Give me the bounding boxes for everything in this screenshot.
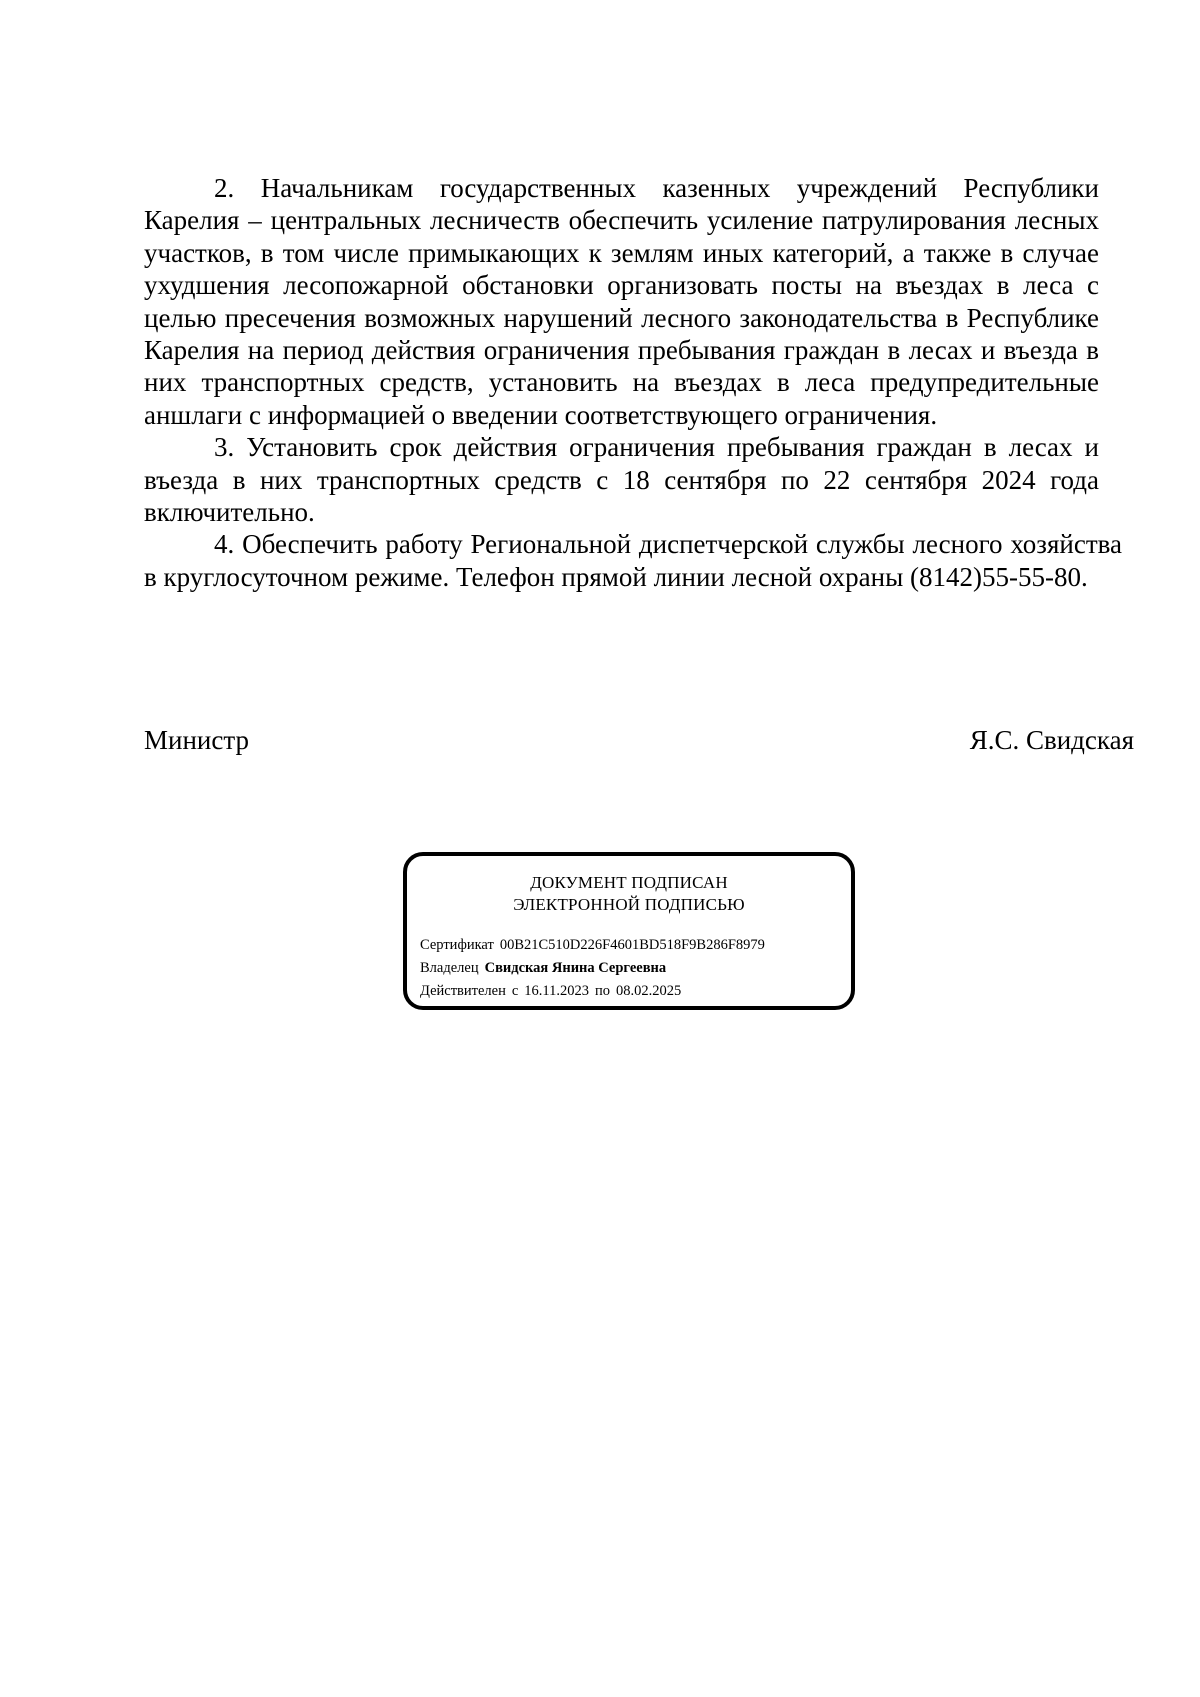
stamp-heading-line-2: ЭЛЕКТРОННОЙ ПОДПИСЬЮ: [513, 895, 745, 914]
owner-label: Владелец: [420, 960, 479, 976]
valid-label: Действителен: [420, 983, 506, 999]
signatory-position: Министр: [144, 725, 249, 755]
owner-value: Свидская Янина Сергеевна: [484, 960, 667, 976]
valid-to-date: 08.02.2025: [616, 983, 682, 999]
paragraph-4: 4. Обеспечить работу Региональной диспетчерской службы лесного хозяйства в круглосуточном режиме. Телефон прямой линии лесной охраны (8142)55-55-80.: [144, 529, 1122, 592]
document-body: [144, 172, 1122, 593]
paragraph-2: 2. Начальникам государственных казенных учреждений Республики Карелия – центральных лесничеств обеспечить усиление патрулирования лесных участков, в том числе примыкающих к землям иных категорий, а также в случае ухудшения лесопожарной обстановки организовать посты на въездах в леса с целью пресечения возможных нарушений лесного законодательства в Республике Карелия на период действия ограничения пребывания граждан в лесах и въезда в них транспортных средств, установить на въездах в леса предупредительные аншлаги с информацией о введении соответствующего ограничения.: [144, 173, 1099, 430]
valid-from-date: 16.11.2023: [524, 983, 590, 999]
valid-from-word: с: [511, 983, 519, 999]
signatory-name: Я.С. Свидская: [969, 725, 1134, 755]
signature-block: [144, 724, 1134, 758]
stamp-heading-line-1: ДОКУМЕНТ ПОДПИСАН: [530, 873, 728, 892]
certificate-value: 00B21C510D226F4601BD518F9B286F8979: [499, 937, 765, 953]
paragraph-3: 3. Установить срок действия ограничения пребывания граждан в лесах и въезда в них транспортных средств с 18 сентября по 22 сентября 2024 года включительно.: [144, 432, 1099, 528]
electronic-signature-stamp: [403, 852, 855, 1010]
valid-to-word: по: [595, 983, 611, 999]
stamp-certificate-line: [420, 934, 765, 957]
stamp-details: [420, 934, 765, 1003]
stamp-owner-line: [420, 957, 765, 980]
stamp-heading: [407, 872, 851, 916]
stamp-validity-line: [420, 980, 765, 1003]
certificate-label: Сертификат: [420, 937, 494, 953]
